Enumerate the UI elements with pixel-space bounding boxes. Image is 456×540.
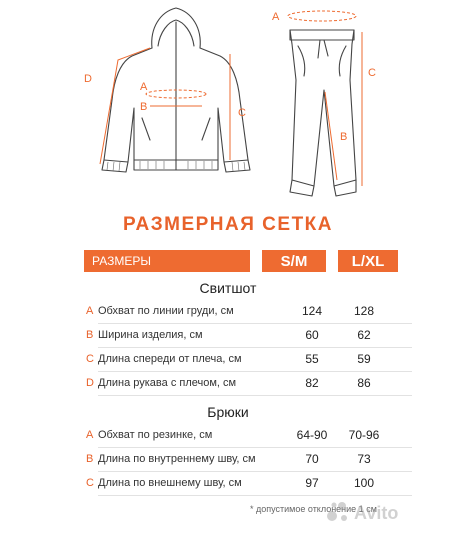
table-row xyxy=(86,448,412,472)
value-lxl: 100 xyxy=(353,476,375,490)
pants-label-a: A xyxy=(272,11,280,23)
size-chart-title: РАЗМЕРНАЯ СЕТКА xyxy=(123,214,333,235)
row-letter: A xyxy=(86,429,94,441)
value-sm: 97 xyxy=(305,476,319,490)
value-sm: 60 xyxy=(305,328,319,342)
avito-watermark xyxy=(324,498,454,526)
pants-measure-b xyxy=(325,92,337,180)
row-letter: C xyxy=(86,477,94,489)
table-row xyxy=(86,300,412,324)
value-lxl: 59 xyxy=(357,352,371,366)
row-label: Обхват по линии груди, см xyxy=(98,305,234,317)
value-sm: 55 xyxy=(305,352,319,366)
row-label: Длина по внутреннему шву, см xyxy=(98,453,256,465)
row-divider xyxy=(98,395,412,396)
row-divider xyxy=(98,495,412,496)
table-row xyxy=(86,324,412,348)
table-row xyxy=(86,472,412,496)
row-label: Длина рукава с плечом, см xyxy=(98,377,237,389)
value-lxl: 86 xyxy=(357,376,371,390)
row-letter: B xyxy=(86,329,94,341)
value-sm: 82 xyxy=(305,376,319,390)
hoodie-label-c: C xyxy=(238,107,246,119)
row-letter: D xyxy=(86,377,94,389)
row-label: Обхват по резинке, см xyxy=(98,429,213,441)
watermark-text: Avito xyxy=(354,503,399,523)
value-sm: 124 xyxy=(301,304,323,318)
value-lxl: 73 xyxy=(357,452,371,466)
sizes-header-label: РАЗМЕРЫ xyxy=(84,250,250,272)
garment-diagram xyxy=(0,0,456,210)
row-label: Длина по внешнему шву, см xyxy=(98,477,242,489)
pants-measure-a xyxy=(288,11,356,21)
row-label: Длина спереди от плеча, см xyxy=(98,353,242,365)
hoodie-label-a: A xyxy=(140,81,148,93)
pants-label-b: B xyxy=(340,131,348,143)
table-row xyxy=(86,348,412,372)
hoodie-label-d: D xyxy=(84,73,92,85)
table-row xyxy=(86,372,412,396)
tolerance-footnote: * допустимое отклонение 1 см xyxy=(250,504,377,514)
section-title-pants: Брюки xyxy=(207,404,249,420)
value-lxl: 62 xyxy=(357,328,371,342)
hoodie-label-b: B xyxy=(140,101,148,113)
pants-outline xyxy=(290,30,356,186)
row-letter: B xyxy=(86,453,94,465)
row-label: Ширина изделия, см xyxy=(98,329,203,341)
size-header-sm: S/M xyxy=(262,250,326,272)
value-sm: 64-90 xyxy=(296,428,328,442)
pants-label-c: C xyxy=(368,67,376,79)
row-letter: C xyxy=(86,353,94,365)
size-header-lxl: L/XL xyxy=(338,250,398,272)
table-row xyxy=(86,424,412,448)
row-letter: A xyxy=(86,305,94,317)
value-lxl: 70-96 xyxy=(348,428,380,442)
value-lxl: 128 xyxy=(353,304,375,318)
section-title-sweatshirt: Свитшот xyxy=(199,280,257,296)
value-sm: 70 xyxy=(305,452,319,466)
